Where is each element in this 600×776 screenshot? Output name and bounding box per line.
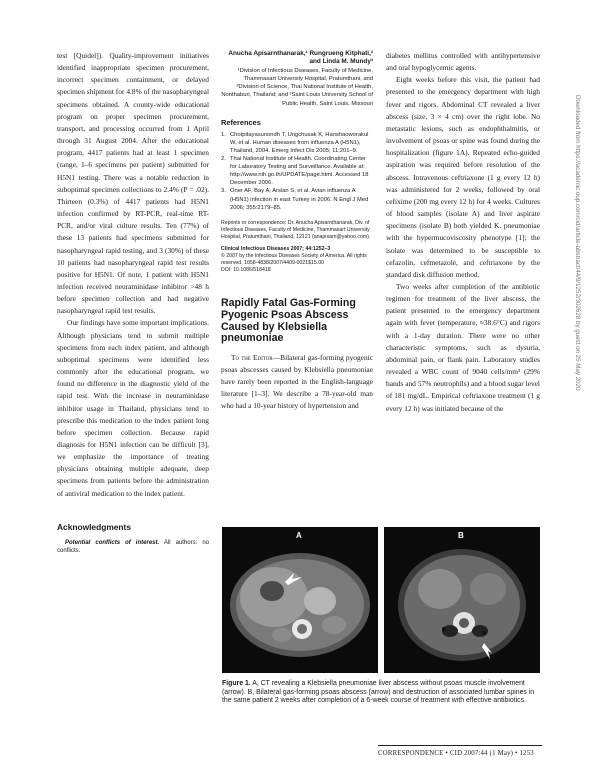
body-paragraph: Eight weeks before this visit, the patient had presented to the emergency department with high fever and rigors. Abdominal CT revealed a liver abscess (size, 3 × 4 cm) over the right lobe. No metastatic lesions, such as endophthalmitis, or involvement of psoas or spine was found during the hospitalization (figure 1A). Repeated echo-guided aspiration was required before resolution of the abscess. Intravenous ceftriaxone (1 g every 12 h) was administered for 2 weeks, followed by oral cefixime (200 mg every 12 h) for 4 weeks. Cultures of blood samples (isolate A) and liver aspirate specimens (isolate B) both yielded K. pneumoniae with the hypermucoviscosity phenotype [1]; the isolate was determined to be susceptible to cefazolin, cefmetazole, and ceftriaxone by the standard disk diffusion method. xyxy=(386,75,540,279)
reference-item: 1. Chotpitayasunondh T, Ungchusak K, Hanshaoworakul W, et al. Human diseases from influenza A (H5N1), Thailand, 2004. Emerg Infect Dis 2005; 11:201–9. xyxy=(221,131,369,155)
column-right xyxy=(386,50,540,415)
body-paragraph: Two weeks after completion of the antibiotic regimen for treatment of the liver abscess, the patient presented to the emergency department again with fever (temperature, ≈38.6°C) and rigors with a 1-day duration. There were no other characteristic symptoms, such as dysuria, abdominal pain, or flank pain. Laboratory studies revealed a WBC count of 9040 cells/mm³ (29% bands and 57% neutrophils) and a blood sugar level of 181 mg/dL. Empirical ceftriaxone treatment (1 g every 12 h) was initiated because of the xyxy=(386,281,540,413)
intro-text: —Bilateral gas-forming pyogenic psoas abscesses caused by Klebsiella pneumoniae have rarely been reported in the English-language literature [1–3]. We describe a 78-year-old man who had a 10-year history of hypertension and xyxy=(221,352,373,411)
doi: DOI: 10.1086/518418 xyxy=(221,267,271,274)
reference-item: 3. Oner AF, Bay A, Arslan S, et al. Avian influenza A (H5N1) infection in east Turkey in 2006. N Engl J Med 2006; 355:2179–85. xyxy=(221,188,369,211)
column-middle xyxy=(221,50,373,413)
body-paragraph: test [Quidel]). Quality-improvement initiatives identified inappropriate specimen procurement, incorrect specimen containment, or delayed specimen shipment for 4.8% of the nasopharyngeal specimens obtained. A county-wide educational program on proper specimen procurement, transport, and processing occurred from 1 April through 31 August 2004. After the educational program, 4417 patients had at least 1 specimen (range, 1–6 specimens per patient) submitted for H5N1 testing. There was a notable reduction in suboptimal specimen collections to 2.4% (P = .02). Thirteen (0.3%) of 4417 patients had H5N1 infection confirmed by RT-PCR, real-time RT-PCR, and/or viral culture results. Ten (77%) of these 13 patients had specimens submitted for nasopharyngeal rapid testing, and 3 (30%) of these 10 patients had nasopharyngeal rapid test results positive for H5N1. Of note, 1 patient with H5N1 infection received neuraminidase inhibitor >48 h before specimen collection and had negative nasopharyngeal rapid test results. xyxy=(57,51,209,316)
author-block xyxy=(221,50,373,108)
journal-line: Clinical Infectious Diseases 2007; 44:1252–3 xyxy=(221,246,331,253)
journal-info xyxy=(221,246,373,274)
body-paragraph: Our findings have some important implications. Although physicians tend to submit multiple specimens from each index patient, and although suboptimal specimens were identified less commonly after the educational program, we found no difference in the diagnostic yield of the rapid test. With the increase in neuraminidase inhibitor usage in Thailand, physicians tend to prescribe this medication to the index patient long before specimen collection. Because rapid diagnosis for H5N1 infection can be difficult [3], we emphasize the importance of treating physicians obtaining multiple adequate, deep specimens from patients before the administration of antiviral medication to the index patient. xyxy=(57,318,209,498)
article-title: Rapidly Fatal Gas-Forming Pyogenic Psoas Abscess Caused by Klebsiella pneumoniae xyxy=(221,297,356,345)
download-watermark xyxy=(573,95,583,630)
download-text: Downloaded from https://academic.oup.com/cid/article-abstract/44/9/1252/302628 by guest on 25 May 2020 xyxy=(574,95,581,391)
editor-label: Editor xyxy=(253,352,273,362)
panel-label-a: A xyxy=(296,531,302,540)
figure-1 xyxy=(222,527,540,673)
reference-item: 2. Thai National Institute of Health. Coordinating Center for Laboratory Testing and Surveillance. Available at: http://www.nih.go.th/UPDATE/page.html. Accessed 18 December 2006. xyxy=(221,156,369,187)
column-left xyxy=(57,50,209,556)
author-names: Anucha Apisarnthanarak,¹ Rungrueng Kitphati,² and Linda M. Mundy³ xyxy=(228,50,373,66)
conflicts-statement xyxy=(57,539,209,556)
ct-image-a xyxy=(222,527,378,673)
references-heading: References xyxy=(221,117,261,127)
ct-image-b xyxy=(384,527,540,673)
conflicts-text: All authors: no conflicts. xyxy=(57,539,209,555)
author-affiliations: ¹Division of Infectious Diseases, Faculty of Medicine, Thammasart University Hospital, Pratumthani, and ²Division of Science, Thai National Institute of Health, Nonthaburi, Thailand; and ³Saint Louis University School of Public Health, Saint Louis, Missouri xyxy=(221,67,373,107)
intro-paragraph xyxy=(221,352,373,413)
references-list xyxy=(221,131,373,212)
to-the-label: To the xyxy=(231,352,251,362)
panel-label-b: B xyxy=(458,531,464,540)
body-paragraph: diabetes mellitus controlled with antihypertensive and oral hypoglycemic agents. xyxy=(386,51,540,73)
page-footer: CORRESPONDENCE • CID 2007:44 (1 May) • 1253 xyxy=(378,750,534,757)
correspondence-note: Reprints or correspondence: Dr. Anucha Apisarnthanarak, Div. of Infectious Diseases, Faculty of Medicine, Thammasart University Hospital, Pratumthani, Thailand, 12121 (anapisarn@yahoo.com). xyxy=(221,219,371,240)
footer-rule xyxy=(378,745,542,746)
acknowledgments-heading: Acknowledgments xyxy=(57,521,131,532)
caption-text: A, CT revealing a Klebsiella pneumoniae liver abscess without psoas muscle involvement (arrow). B, Bilateral gas-forming psoas abscess (arrow) and destruction of associated lumbar spines in the same patient 2 weeks after completion of a 6-week course of treatment with effective antibiotics. xyxy=(222,680,535,705)
figure-caption xyxy=(222,680,542,706)
caption-label: Figure 1. xyxy=(222,680,251,687)
copyright: © 2007 by the Infectious Diseases Society of America. All rights reserved. 1058-4838/2007/4409-0021$15.00 xyxy=(221,253,367,267)
conflicts-label: Potential conflicts of interest. xyxy=(65,539,160,546)
